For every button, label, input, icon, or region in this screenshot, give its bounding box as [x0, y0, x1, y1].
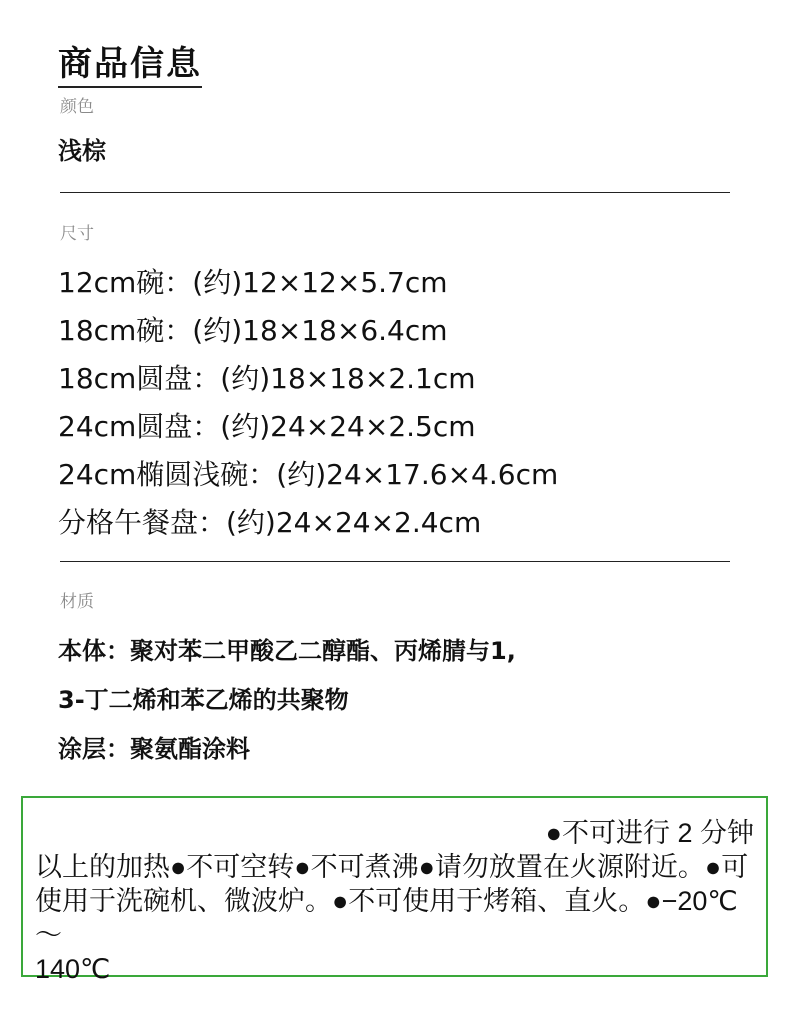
material-line: 3-丁二烯和苯乙烯的共聚物	[58, 686, 349, 714]
notice-line: 使用于洗碗机、微波炉。●不可使用于烤箱、直火。●−20℃～	[35, 886, 738, 950]
size-item: 18cm圆盘：(约)18×18×2.1cm	[58, 362, 476, 395]
color-value: 浅棕	[58, 137, 106, 165]
material-line: 涂层：聚氨酯涂料	[58, 735, 250, 763]
divider	[60, 561, 730, 562]
size-item: 分格午餐盘：(约)24×24×2.4cm	[58, 506, 482, 539]
divider	[60, 192, 730, 193]
size-label: 尺寸	[60, 224, 94, 244]
size-item: 24cm椭圆浅碗：(约)24×17.6×4.6cm	[58, 458, 559, 491]
color-label: 颜色	[60, 97, 94, 117]
size-list	[58, 259, 558, 547]
page-title: 商品信息	[58, 42, 202, 88]
usage-notice-box	[21, 796, 768, 984]
notice-line: 140℃	[35, 954, 111, 984]
size-item: 24cm圆盘：(约)24×24×2.5cm	[58, 410, 476, 443]
notice-line: ●不可进行 2 分钟	[545, 818, 754, 848]
size-item: 12cm碗：(约)12×12×5.7cm	[58, 266, 448, 299]
material-list	[58, 627, 516, 774]
material-line: 本体：聚对苯二甲酸乙二醇酯、丙烯腈与1,	[58, 637, 516, 665]
material-label: 材质	[60, 592, 94, 612]
notice-line: 以上的加热●不可空转●不可煮沸●请勿放置在火源附近。●可	[35, 852, 749, 882]
size-item: 18cm碗：(约)18×18×6.4cm	[58, 314, 448, 347]
